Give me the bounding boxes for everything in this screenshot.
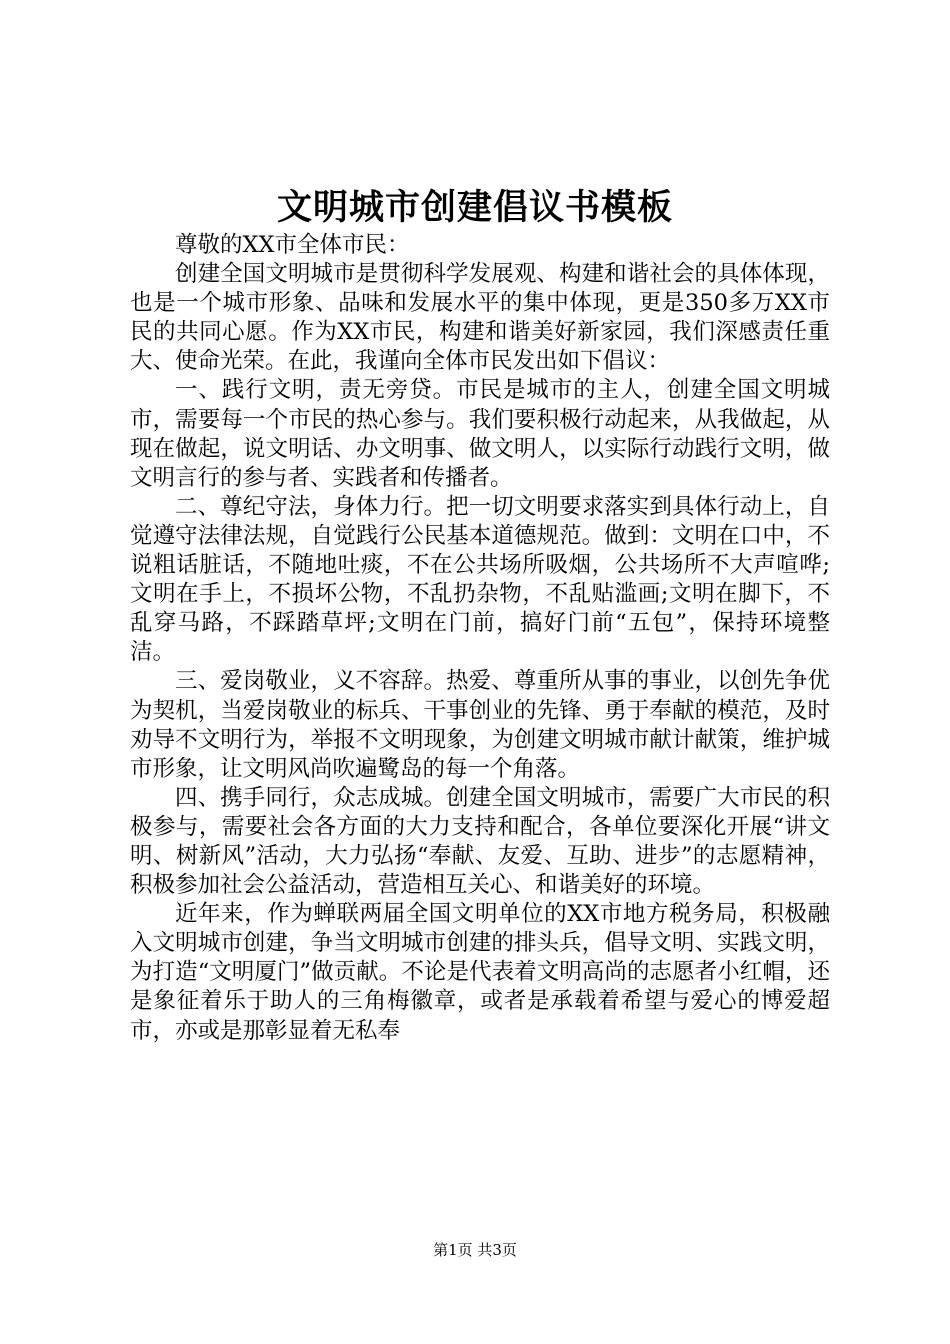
paragraph-item-1: 一、践行文明，责无旁贷。市民是城市的主人，创建全国文明城市，需要每一个市民的热心参与。我们要积极行动起来，从我做起，从现在做起，说文明话、办文明事、做文明人，以实际行动践行文明，做文明言行的参与者、实践者和传播者。	[130, 377, 830, 491]
paragraph-closing: 近年来，作为蝉联两届全国文明单位的XX市地方税务局，积极融入文明城市创建，争当文明城市创建的排头兵，倡导文明、实践文明，为打造“文明厦门”做贡献。不论是代表着文明高尚的志愿者小红帽，还是象征着乐于助人的三角梅徽章，或者是承载着希望与爱心的博爱超市，亦或是那彰显着无私奉	[130, 901, 830, 1044]
document-title: 文明城市创建倡议书模板	[276, 187, 673, 228]
paragraph-intro: 创建全国文明城市是贯彻科学发展观、构建和谐社会的具体体现，也是一个城市形象、品味和发展水平的集中体现，更是350多万XX市民的共同心愿。作为XX市民，构建和谐美好新家园，我们深感责任重大、使命光荣。在此，我谨向全体市民发出如下倡议：	[130, 261, 830, 375]
page-number: 第1页 共3页	[433, 1241, 517, 1259]
document-body	[130, 231, 830, 1046]
salutation: 尊敬的XX市全体市民：	[175, 232, 410, 258]
paragraph-item-4: 四、携手同行，众志成城。创建全国文明城市，需要广大市民的积极参与，需要社会各方面的大力支持和配合，各单位要深化开展“讲文明、树新风”活动，大力弘扬“奉献、友爱、互助、进步”的志愿精神，积极参加社会公益活动，营造相互关心、和谐美好的环境。	[130, 784, 830, 899]
paragraph-item-2: 二、尊纪守法，身体力行。把一切文明要求落实到具体行动上，自觉遵守法律法规，自觉践行公民基本道德规范。做到：文明在口中，不说粗话脏话，不随地吐痰，不在公共场所吸烟，公共场所不大声喧哗;文明在手上，不损坏公物，不乱扔杂物，不乱贴滥画;文明在脚下，不乱穿马路，不踩踏草坪;文明在门前，搞好门前“五包”，保持环境整洁。	[130, 493, 830, 666]
paragraph-item-3: 三、爱岗敬业，义不容辞。热爱、尊重所从事的事业，以创先争优为契机，当爱岗敬业的标兵、干事创业的先锋、勇于奉献的模范，及时劝导不文明行为，举报不文明现象，为创建文明城市献计献策，维护城市形象，让文明风尚吹遍鹭岛的每一个角落。	[130, 668, 830, 782]
